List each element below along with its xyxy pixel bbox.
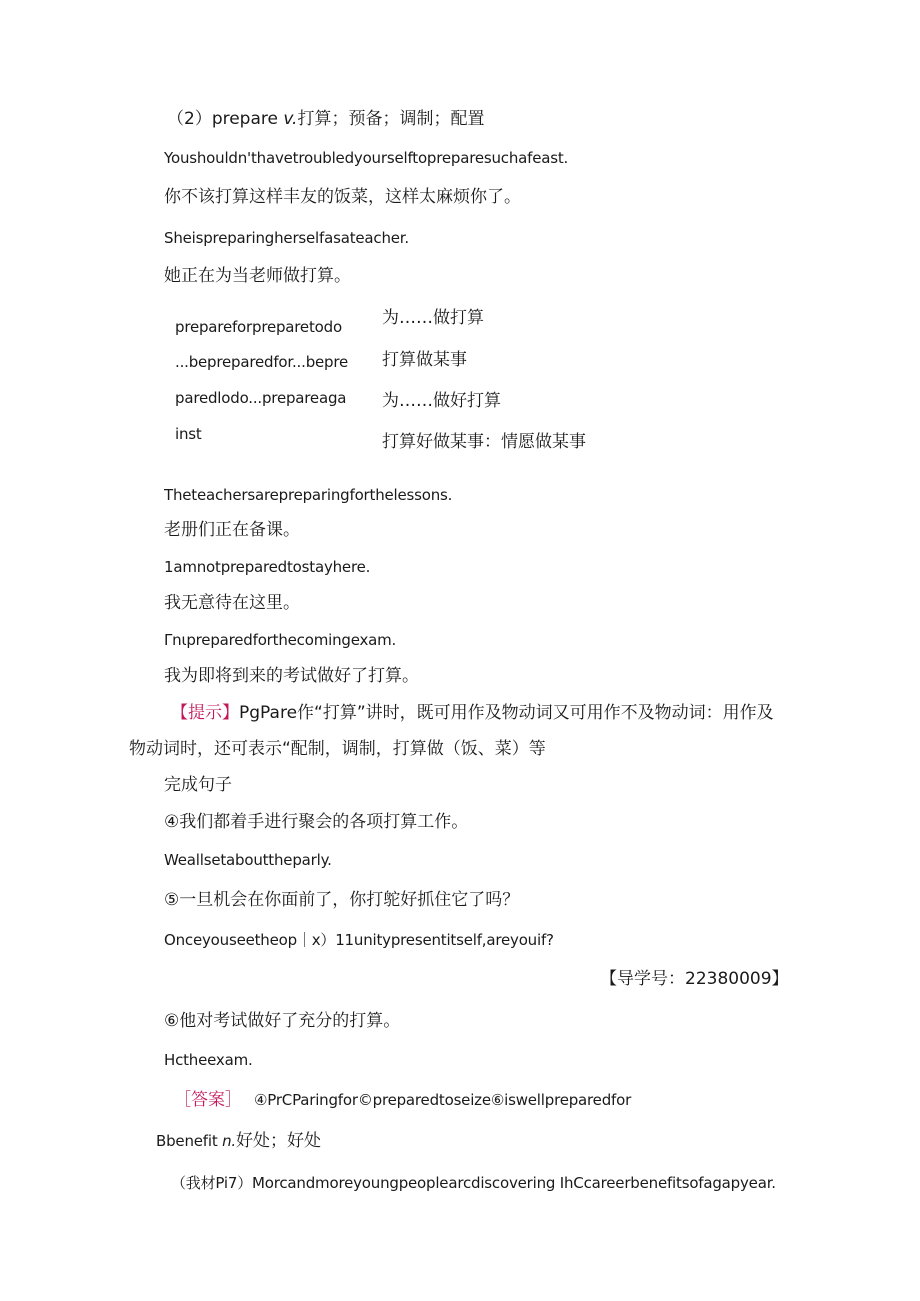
example-1-zh: 你不该打算这样丰友的饭菜，这样太麻烦你了。 <box>164 187 521 207</box>
question-6-en: Hctheexam. <box>164 1051 253 1069</box>
heading-prepare-pos: v. <box>283 109 298 129</box>
phrase-en-2: ...bepreparedfor...bepre <box>175 353 349 371</box>
heading-prepare-num: （2）prepare <box>167 109 284 129</box>
question-6-zh: ⑥他对考试做好了充分的打算。 <box>164 1011 401 1031</box>
benefit-head: Bbenefit <box>156 1132 223 1150</box>
textbook-line: （我材Pi7）Morcandmoreyoungpeoplearcdiscovering IhCcareerbenefitsofagapyear. <box>171 1174 776 1192</box>
phrase-zh-2: 打算做某事 <box>382 350 467 370</box>
phrase-en-4: inst <box>175 425 202 443</box>
example-1-en: Youshouldn'thavetroubledyourselftopreparesuchafeast. <box>164 149 569 167</box>
answer-line <box>174 1090 631 1110</box>
example-5-en: Γnιpreparedforthecomingexam. <box>164 631 397 649</box>
question-4-zh: ④我们都着手进行聚会的各项打算工作。 <box>164 812 469 832</box>
tip-text-1: PgPare作“打算”讲时，既可用作及物动词又可用作不及物动词：用作及 <box>239 703 774 723</box>
answer-label: ［答案］ <box>174 1090 242 1110</box>
heading-prepare-meaning: 打算；预备；调制；配置 <box>297 109 485 129</box>
example-5-zh: 我为即将到来的考试做好了打算。 <box>164 666 419 686</box>
guide-number: 【导学号：22380009】 <box>600 969 789 989</box>
example-4-en: 1amnotpreparedtostayhere. <box>164 558 371 576</box>
benefit-pos: n. <box>222 1132 236 1150</box>
benefit-meaning: 好处；好处 <box>235 1131 321 1151</box>
example-4-zh: 我无意待在这里。 <box>164 593 300 613</box>
example-2-en: Sheispreparingherselfasateacher. <box>164 229 409 247</box>
heading-prepare <box>167 109 484 129</box>
example-2-zh: 她正在为当老师做打算。 <box>164 266 351 286</box>
phrase-zh-4: 打算好做某事：情愿做某事 <box>382 432 586 452</box>
tip-line-1 <box>171 703 774 723</box>
tip-line-2: 物动词时，还可表示“配制，调制，打算做（饭、菜）等 <box>129 739 546 759</box>
phrase-zh-1: 为……做打算 <box>382 308 484 328</box>
task-title: 完成句子 <box>164 775 232 795</box>
answer-text: ④PrCParingfor©preparedtoseize⑥iswellpreparedfor <box>254 1091 632 1109</box>
example-3-zh: 老册们正在备课。 <box>164 520 300 540</box>
question-4-en: Weallsetabouttheparly. <box>164 851 332 869</box>
tip-label: 【提示】 <box>171 703 239 723</box>
phrase-en-3: paredlodo...prepareaga <box>175 389 347 407</box>
example-3-en: Theteachersarepreparingforthelessons. <box>164 486 453 504</box>
phrase-en-1: prepareforpreparetodo <box>175 318 342 336</box>
phrase-zh-3: 为……做好打算 <box>382 391 501 411</box>
question-5-zh: ⑤一旦机会在你面前了，你打鸵好抓住它了吗？ <box>164 890 520 910</box>
question-5-en: Onceyouseetheop｜x）11unitypresentitself,areyouif? <box>164 931 554 949</box>
benefit-heading <box>156 1131 321 1151</box>
